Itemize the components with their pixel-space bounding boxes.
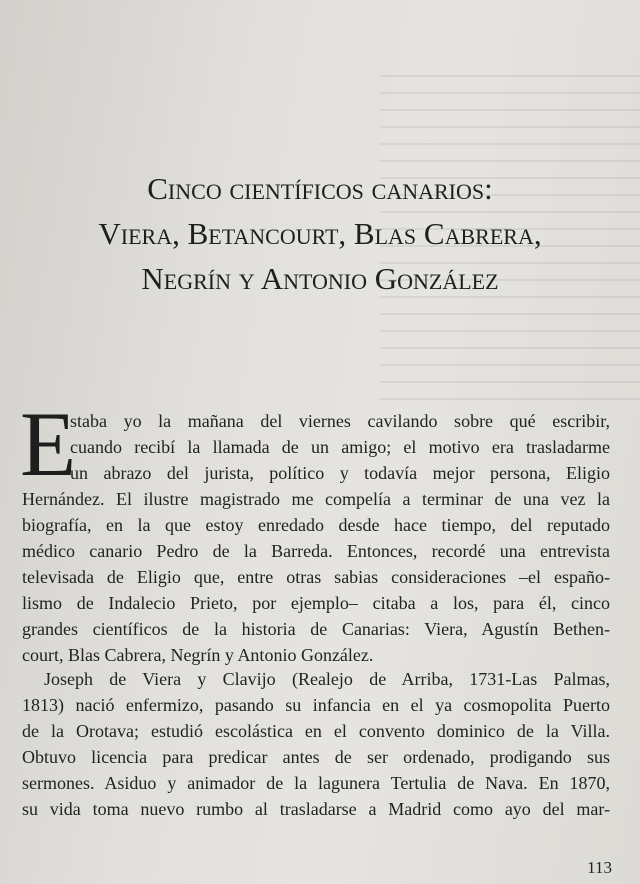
paragraph-2: [22, 666, 610, 822]
text-line: un abrazo del jurista, político y todavía mejor persona, Eligio: [70, 463, 610, 483]
text-line: médico canario Pedro de la Barreda. Entonces, recordé una entrevista: [22, 541, 610, 561]
chapter-title: [20, 166, 620, 301]
text-line: court, Blas Cabrera, Negrín y Antonio González.: [22, 645, 374, 665]
text-line: lismo de Indalecio Prieto, por ejemplo– citaba a los, para él, cinco: [22, 593, 610, 613]
chapter-title-line: Cinco científicos canarios:: [147, 171, 493, 206]
text-line: de la Orotava; estudió escolástica en el convento dominico de la Villa.: [22, 721, 610, 741]
chapter-title-line: Viera, Betancourt, Blas Cabrera,: [98, 216, 542, 251]
text-line: televisada de Eligio que, entre otras sabias consideraciones –el españo-: [22, 567, 610, 587]
text-line: Hernández. El ilustre magistrado me compelía a terminar de una vez la: [22, 489, 610, 509]
paragraph-1: [22, 408, 610, 668]
text-line: staba yo la mañana del viernes cavilando sobre qué escribir,: [70, 411, 610, 431]
text-line: grandes científicos de la historia de Canarias: Viera, Agustín Bethen-: [22, 619, 610, 639]
text-line: cuando recibí la llamada de un amigo; el motivo era trasladarme: [70, 437, 610, 457]
text-line: Obtuvo licencia para predicar antes de ser ordenado, prodigando sus: [22, 747, 610, 767]
drop-cap: E: [20, 393, 77, 495]
text-line: biografía, en la que estoy enredado desde hace tiempo, del reputado: [22, 515, 610, 535]
text-line: sermones. Asiduo y animador de la lagunera Tertulia de Nava. En 1870,: [22, 773, 610, 793]
text-line: Joseph de Viera y Clavijo (Realejo de Arriba, 1731-Las Palmas,: [44, 669, 610, 689]
page-number: 113: [587, 858, 612, 877]
chapter-title-line: Negrín y Antonio González: [141, 261, 499, 296]
text-line: 1813) nació enfermizo, pasando su infancia en el ya cosmopolita Puerto: [22, 695, 610, 715]
text-line: su vida toma nuevo rumbo al trasladarse a Madrid como ayo del mar-: [22, 799, 610, 819]
